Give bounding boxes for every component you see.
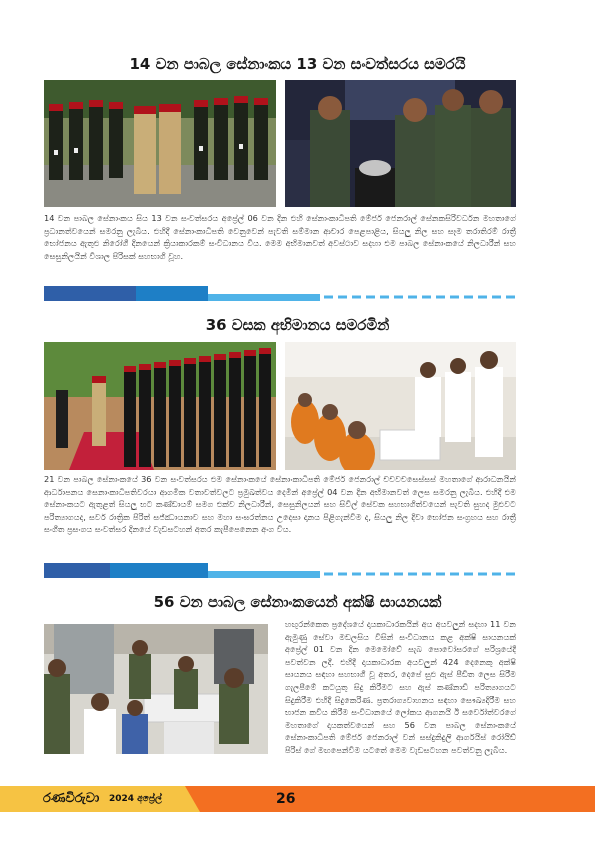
section-divider-2 [44, 563, 516, 578]
issue-date: 2024 අප්‍රේල් [109, 794, 162, 804]
section-title-1: 14 වන පාබල සේනාංකය 13 වන සංවත්සරය සමරයි [129, 55, 466, 73]
section-paragraph-2: 21 වන පාබල සේනාංකයේ 36 වන සංවත්සරය එම සේනාංකයේ සේනාංකාධිපති මේජර් ජෙනරාල් චචවචසෙස්සස් මහතාගේ ආරාධනයින් ආර්ධාපනය සෙනාංකාධිපතිවරයා ආගමික වතාවත්වලට ප්‍රමුඛත්වය දෙමින් අප්‍රේල් 04 වන දින අභිමානවත් ලෙස සමරනු ලැබීය. එහිදී එම සේනාංකයට ඇතුළත් සියලු භට කණ්ඩායම් සමග එක්ව නිලධාරීන්, සෙසුනිලයන් සහ සිවිල් සේවක සහභාගිත්වයෙන් පැවති සුහද මුළුවට පරිත්‍යාගයද, සර්ව රාත්‍රික පිරිත් සජ්ඣායනාව සහ මහා සංඝරත්නය උදෙසා දානය පිළිගැන්වීම ද, සියලු නිල දිවා භෝජන සංග්‍රහය සහ රාත්‍රී සංගීත ප්‍රසංගය සංවත්සර දිනයේ වැඩසටහන් අතර කැපීපෙනෙන අංග විය. [44, 474, 516, 535]
section-paragraph-3: හඟුරන්කෙත ප්‍රදේශයේ දායකාධාරකයින් අය අයවලුන් සදහා 11 වන ඇමුණු සේවා මඩලසිය විසින් සංවිධානය කළ අක්ෂි සායනයක් අප්‍රේල් 01 වන දින මෙමෝවේ සැබ පොවෝසරගේ පරිශ්‍රයේදී පවත්වන ලදී. එහිදී දායකාධාරක අයවලුන් 424 දෙනෙකු අක්ෂි සායනය සඳහා සහභාගී වූ අතර, දෙපේ සුළු ඇස් පීඩිත ලෙස සිරීම ගැලපීමේ කටයුතු සිදු කිරීමට සහ ඇස් කණ්නාඩි පරිත්‍යාගයට සිදුකිරීම එහිදී සිදුකෙරිණ. ප්‍රතරාග්‍යවාහනය සඳහා සෞඛ්‍යදිරීම සහ භාජන කවිය කිරීම සංවිධානයේ ලෝකය ආගනයි ඊ සර්වෝත්වරගේ මහතාගේ දායකත්වයෙන් සහ 56 වන පාබල සේනාංකයේ සේනාංකාධිපති මේජර් ජෙනරාල් වන් සස්දුකිදුලි ආර්ගයිස් රෝයිඩ් පිරිස් ගේ මඟපෙන්වීම යටතේ මෙම වැඩසටහන පවත්වනු ලැබීය. [285, 619, 516, 755]
section-title-2: 36 වසක අභිමානය සමරමින් [205, 316, 390, 334]
photo-parade-inspection [44, 80, 276, 207]
section-divider-1 [44, 286, 516, 301]
magazine-brand: රණවිරුවා [43, 791, 100, 806]
section-title-3: 56 වන පාබල සේනාංකයෙන් අක්ෂි සායනයක් [153, 593, 442, 611]
photo-eye-clinic [44, 624, 268, 754]
section-paragraph-1: 14 වන පාබල සේනාංකය සිය 13 වන සංවත්සරය අප්‍රේල් 06 වන දින එහි සේනාංකාධිපති මේජර් ජෙනරාල් සේනකසිරිවර්ධන මහතාගේ ප්‍රධානත්වයෙන් සමරනු ලැබීය. එහිදී සේනාංකාධිපති වෙනුවෙන් පැවති සම්මාන ආචාර පෙළපාළිය, සියලු නිල සහ සෑම තරාතිරම් රාත්‍රී භෝජනය ඇතුළු නිරෝගී දිනයෙන් ක්‍රියාකාරකම් සංවිධානය විය. මෙම අභිමානවත් අවස්ථාව සදහා එම පාබල සේනාංකයේ නිලධාරීන් සහ සෙසුනිලයින් විශාල පිරිසක් සහභාගි වූහ. [44, 213, 516, 261]
page-number: 26 [276, 791, 296, 807]
photo-award-presentation [285, 80, 516, 207]
photo-alms-giving [285, 342, 516, 470]
photo-guard-of-honour [44, 342, 276, 470]
